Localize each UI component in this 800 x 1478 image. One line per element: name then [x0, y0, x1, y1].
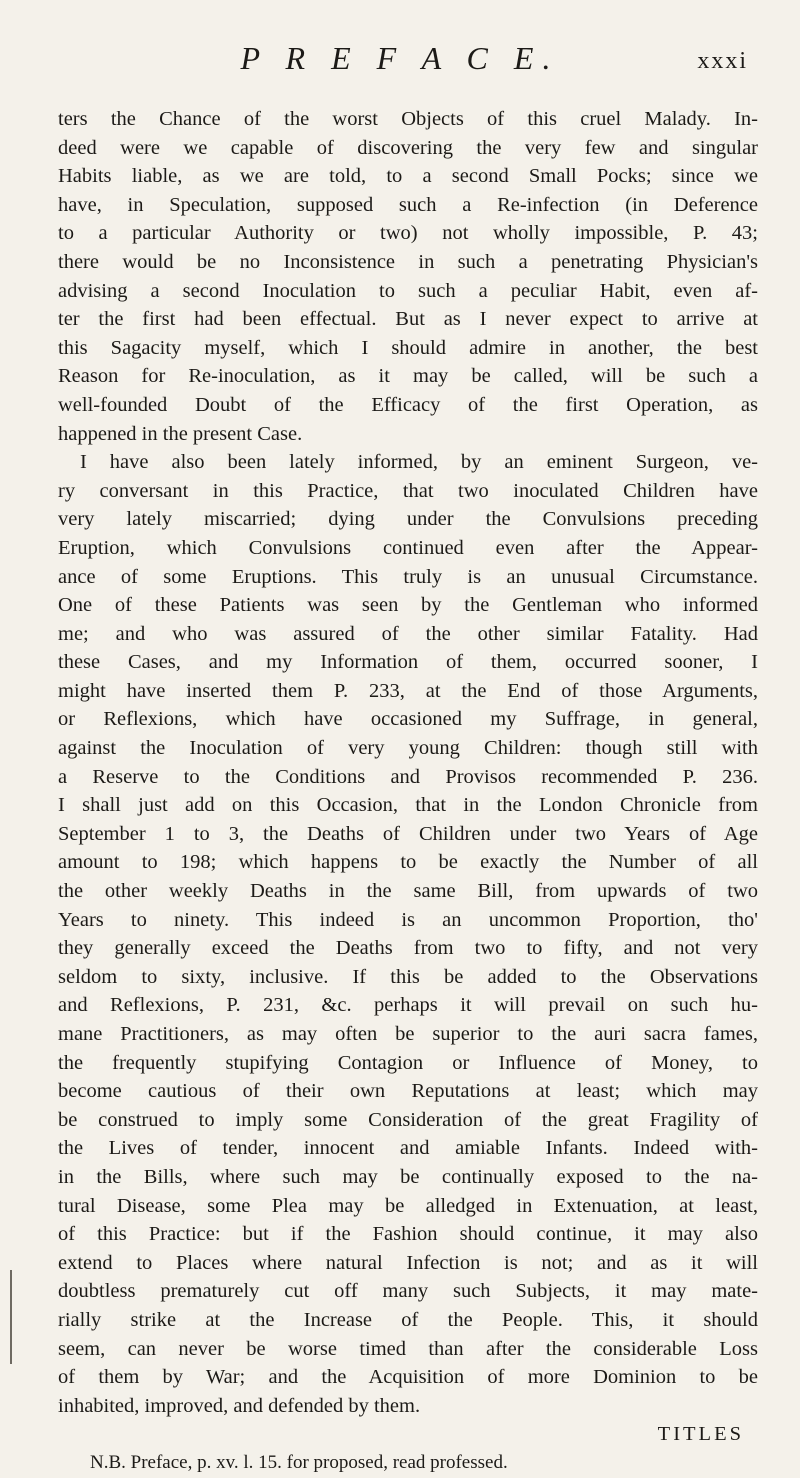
text-line: extend to Places where natural Infection is not; and as it will	[58, 1251, 758, 1274]
text-line: advising a second Inoculation to such a peculiar Habit, even af-	[58, 279, 758, 302]
text-line: a Reserve to the Conditions and Provisos recommended P. 236.	[58, 765, 758, 788]
text-line: to a particular Authority or two) not wholly impossible, P. 43;	[58, 222, 758, 245]
text-line: Eruption, which Convulsions continued even after the Appear-	[58, 536, 758, 559]
page-header	[0, 40, 800, 90]
text-line: September 1 to 3, the Deaths of Children under two Years of Age	[58, 822, 758, 845]
text-line: well-founded Doubt of the Efficacy of the first Operation, as	[58, 393, 758, 416]
text-line: I shall just add on this Occasion, that in the London Chronicle from	[58, 794, 758, 817]
text-line: this Sagacity myself, which I should admire in another, the best	[58, 336, 758, 359]
text-line: of them by War; and the Acquisition of more Dominion to be	[58, 1366, 758, 1389]
text-line: tural Disease, some Plea may be alledged in Extenuation, at least,	[58, 1194, 758, 1217]
text-line: be construed to imply some Consideration of the great Fragility of	[58, 1108, 758, 1131]
catchword: TITLES	[657, 1423, 744, 1446]
text-line: ter the first had been effectual. But as I never expect to arrive at	[58, 308, 758, 331]
text-line: happened in the present Case.	[58, 422, 303, 445]
running-title: P R E F A C E.	[240, 40, 560, 76]
page-number: xxxi	[697, 48, 748, 74]
text-line: Years to ninety. This indeed is an uncommon Proportion, tho'	[58, 908, 758, 931]
text-line: have, in Speculation, supposed such a Re-infection (in Deference	[58, 193, 758, 216]
text-line: the frequently stupifying Contagion or Influence of Money, to	[58, 1051, 758, 1074]
text-line: Reason for Re-inoculation, as it may be called, will be such a	[58, 365, 758, 388]
text-line: I have also been lately informed, by an eminent Surgeon, ve-	[80, 451, 758, 474]
text-line: seem, can never be worse timed than after the considerable Loss	[58, 1337, 758, 1360]
text-line: become cautious of their own Reputations at least; which may	[58, 1080, 758, 1103]
text-line: the Lives of tender, innocent and amiable Infants. Indeed with-	[58, 1137, 758, 1160]
text-line: ance of some Eruptions. This truly is an unusual Circumstance.	[58, 565, 758, 588]
text-line: me; and who was assured of the other similar Fatality. Had	[58, 622, 758, 645]
text-line: amount to 198; which happens to be exactly the Number of all	[58, 851, 758, 874]
text-line: the other weekly Deaths in the same Bill, from upwards of two	[58, 880, 758, 903]
text-line: they generally exceed the Deaths from two to fifty, and not very	[58, 937, 758, 960]
text-line: in the Bills, where such may be continually exposed to the na-	[58, 1165, 758, 1188]
text-line: One of these Patients was seen by the Gentleman who informed	[58, 594, 758, 617]
text-line: there would be no Inconsistence in such a penetrating Physician's	[58, 250, 758, 273]
text-line: rially strike at the Increase of the People. This, it should	[58, 1308, 758, 1331]
text-line: of this Practice: but if the Fashion should continue, it may also	[58, 1223, 758, 1246]
text-line: these Cases, and my Information of them, occurred sooner, I	[58, 651, 758, 674]
text-line: or Reflexions, which have occasioned my Suffrage, in general,	[58, 708, 758, 731]
text-line: ters the Chance of the worst Objects of this cruel Malady. In-	[58, 108, 758, 130]
text-line: seldom to sixty, inclusive. If this be added to the Observations	[58, 965, 758, 988]
errata-note: N.B. Preface, p. xv. l. 15. for proposed, read professed.	[90, 1451, 508, 1473]
text-line: against the Inoculation of very young Children: though still with	[58, 737, 758, 760]
gutter-rule	[10, 1270, 12, 1364]
text-line: deed were we capable of discovering the very few and singular	[58, 136, 758, 159]
text-line: inhabited, improved, and defended by them.	[58, 1394, 421, 1417]
text-line: doubtless prematurely cut off many such Subjects, it may mate-	[58, 1280, 758, 1303]
text-line: very lately miscarried; dying under the Convulsions preceding	[58, 508, 758, 531]
text-line: and Reflexions, P. 231, &c. perhaps it will prevail on such hu-	[58, 994, 758, 1017]
text-line: might have inserted them P. 233, at the End of those Arguments,	[58, 679, 758, 702]
text-line: mane Practitioners, as may often be superior to the auri sacra fames,	[58, 1023, 758, 1045]
text-line: ry conversant in this Practice, that two inoculated Children have	[58, 479, 758, 502]
text-line: Habits liable, as we are told, to a second Small Pocks; since we	[58, 165, 758, 188]
body-text	[58, 105, 758, 1478]
